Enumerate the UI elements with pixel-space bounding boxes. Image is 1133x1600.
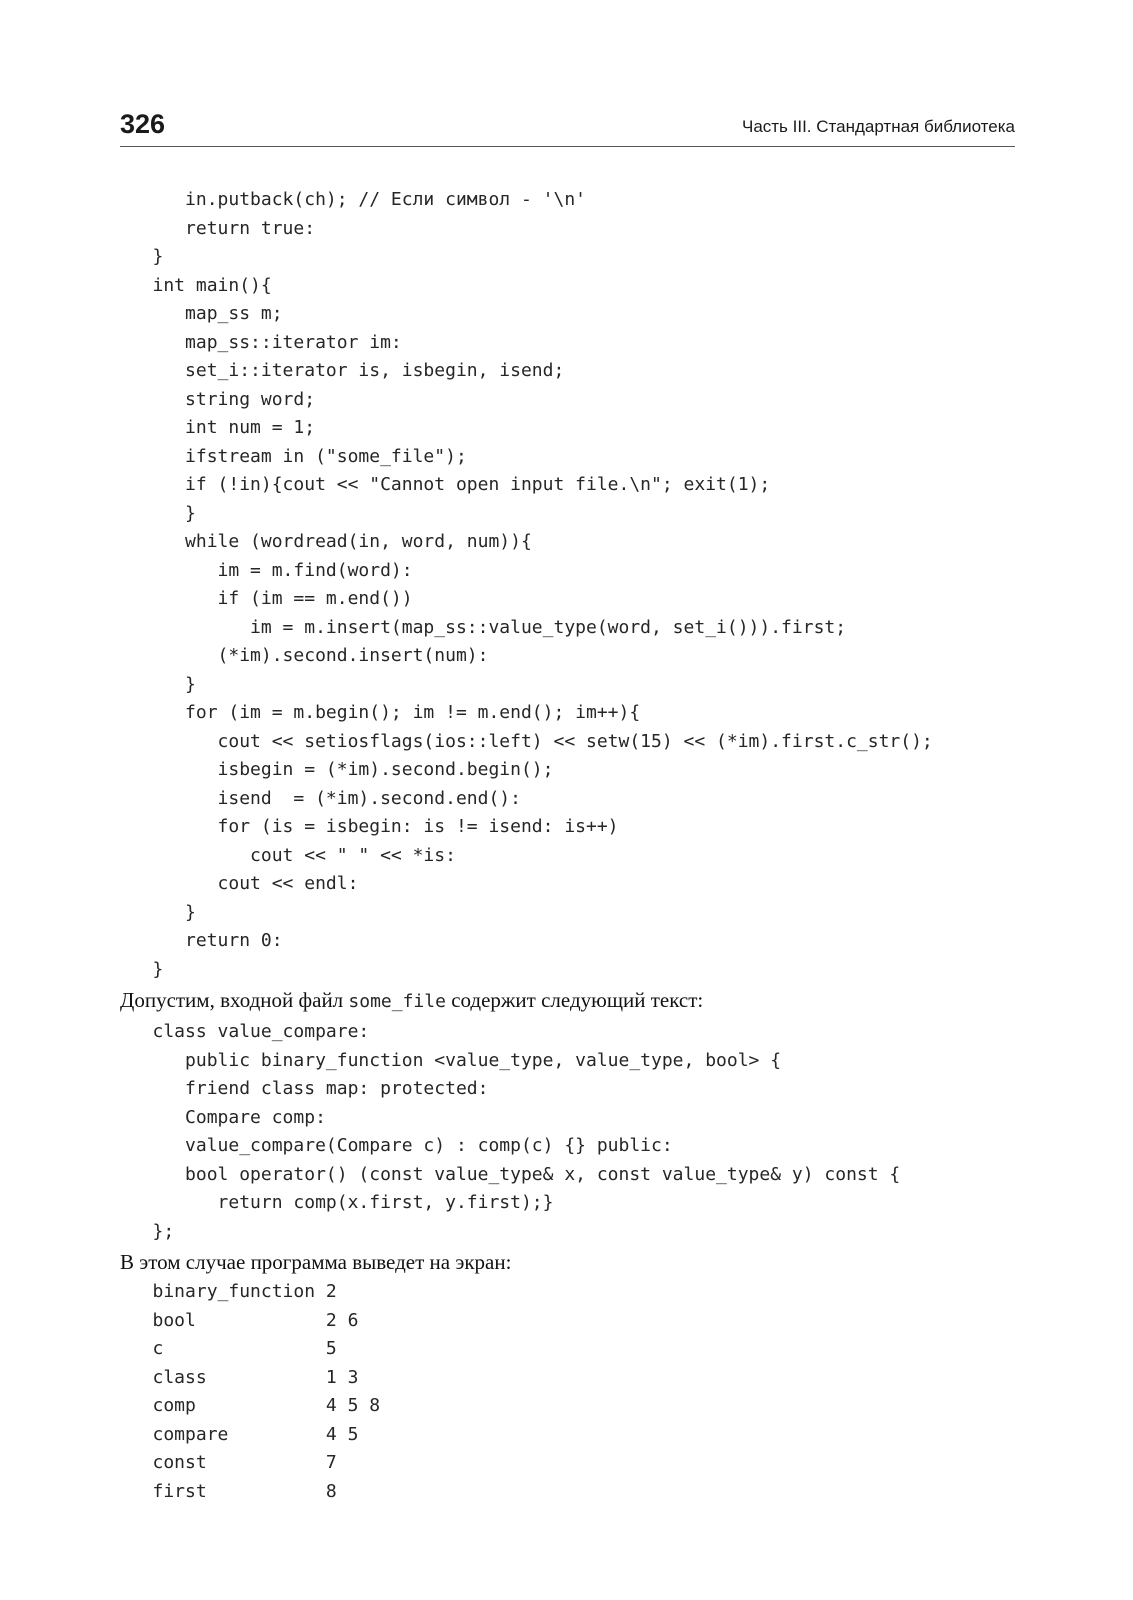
code-line: set_i::iterator is, isbegin, isend; xyxy=(120,360,565,381)
code-line: return true: xyxy=(120,217,316,239)
code-line: isend = (*im).second.end(): xyxy=(120,787,521,809)
code-line: }; xyxy=(120,1220,175,1242)
code-line: Compare comp: xyxy=(120,1106,326,1128)
output-line: compare 4 5 xyxy=(120,1423,359,1445)
paragraph-text: содержит следующий текст: xyxy=(445,988,704,1012)
code-line: int main(){ xyxy=(120,274,272,296)
code-line: return comp(x.first, y.first);} xyxy=(120,1192,554,1213)
code-line: return 0: xyxy=(120,930,283,951)
code-block-program xyxy=(120,186,1020,984)
code-line: value_compare(Compare c) : comp(c) {} public: xyxy=(120,1135,673,1156)
code-line: } xyxy=(120,958,164,980)
output-line: c 5 xyxy=(120,1338,337,1359)
page-number: 326 xyxy=(120,109,166,139)
code-line: friend class map: protected: xyxy=(120,1078,489,1099)
running-head: Часть III. Стандартная библиотека xyxy=(741,117,1015,136)
output-line: const 7 xyxy=(120,1452,337,1473)
code-line: for (im = m.begin(); im != m.end(); im++){ xyxy=(120,702,641,723)
page-content xyxy=(120,186,1020,1506)
code-line: class value_compare: xyxy=(120,1021,370,1042)
paragraph-output-intro: В этом случае программа выведет на экран: xyxy=(120,1250,512,1274)
code-line: cout << endl: xyxy=(120,873,359,894)
output-line: bool 2 6 xyxy=(120,1309,359,1331)
code-line: cout << " " << *is: xyxy=(120,844,456,866)
code-line: cout << setiosflags(ios::left) << setw(15) << (*im).first.c_str(); xyxy=(120,730,933,752)
output-line: first 8 xyxy=(120,1480,337,1502)
code-line: } xyxy=(120,246,164,267)
code-line: if (im == m.end()) xyxy=(120,588,413,609)
output-line: binary_function 2 xyxy=(120,1281,337,1302)
output-line: class 1 3 xyxy=(120,1366,359,1388)
code-line: bool operator() (const value_type& x, const value_type& y) const { xyxy=(120,1163,901,1185)
code-line: ifstream in ("some_file"); xyxy=(120,445,467,467)
code-line: in.putback(ch); // Если символ - '\n' xyxy=(120,189,586,210)
code-line: int num = 1; xyxy=(120,417,316,438)
code-line: for (is = isbegin: is != isend: is++) xyxy=(120,816,619,837)
code-line: while (wordread(in, word, num)){ xyxy=(120,531,532,552)
code-line: string word; xyxy=(120,388,316,410)
code-line: } xyxy=(120,673,196,695)
page-header xyxy=(120,108,1015,147)
code-line: map_ss::iterator im: xyxy=(120,331,402,353)
code-line: im = m.insert(map_ss::value_type(word, set_i())).first; xyxy=(120,616,847,638)
inline-code-filename: some_file xyxy=(348,991,446,1012)
code-line: isbegin = (*im).second.begin(); xyxy=(120,759,554,780)
code-line: } xyxy=(120,502,196,524)
code-line: map_ss m; xyxy=(120,303,283,324)
code-line: if (!in){cout << "Cannot open input file.\n"; exit(1); xyxy=(120,474,771,495)
code-line: } xyxy=(120,901,196,923)
code-line: im = m.find(word): xyxy=(120,559,413,581)
output-line: comp 4 5 8 xyxy=(120,1395,381,1416)
code-line: (*im).second.insert(num): xyxy=(120,645,489,666)
code-block-input-text xyxy=(120,1018,1020,1246)
code-block-program-output xyxy=(120,1278,1020,1506)
code-line: public binary_function <value_type, value_type, bool> { xyxy=(120,1049,782,1071)
paragraph-input-file xyxy=(120,984,1020,1018)
paragraph-text: Допустим, входной файл xyxy=(120,988,349,1012)
